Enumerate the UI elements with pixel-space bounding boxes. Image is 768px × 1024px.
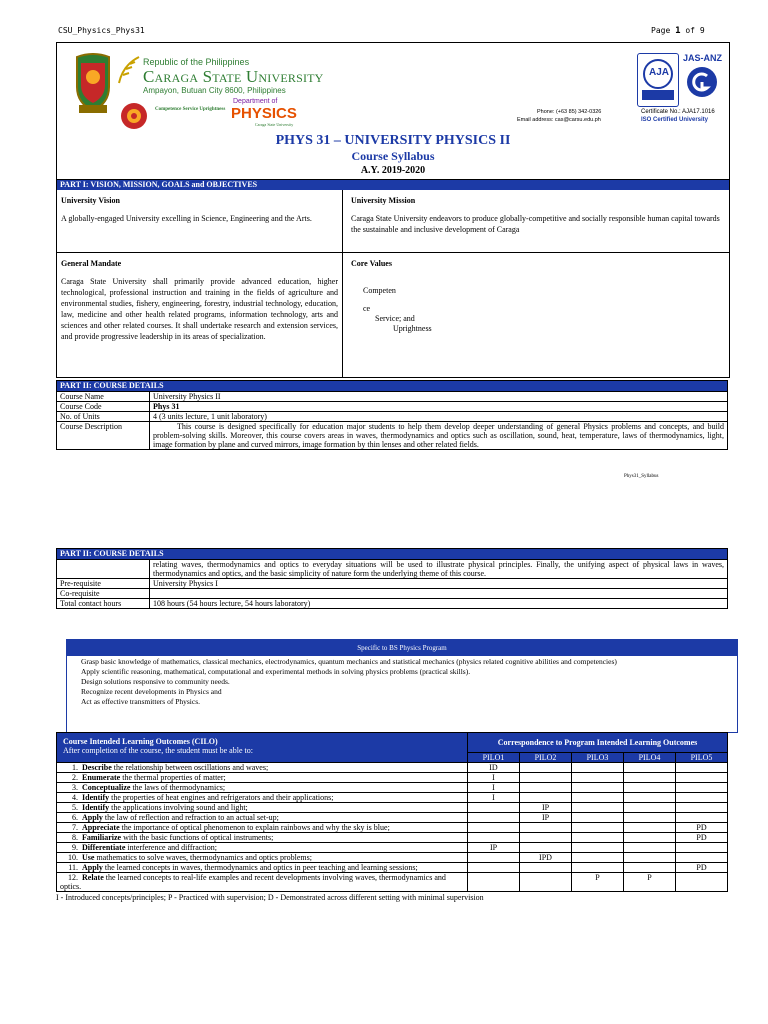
row-label: Course Code [57, 402, 150, 412]
pilo-mark [624, 763, 676, 773]
cilo-number: 12. [68, 873, 78, 882]
pilo-mark [676, 873, 728, 892]
republic-label: Republic of the Philippines [143, 57, 250, 67]
cilo-subtitle: After completion of the course, the student must be able to: [63, 746, 253, 755]
pilo-mark [572, 823, 624, 833]
cilo-verb: Familiarize [82, 833, 122, 842]
aja-cert-badge [637, 53, 679, 107]
row-value: Phys 31 [150, 402, 728, 412]
cilo-verb: Conceptualize [82, 783, 131, 792]
correspondence-heading: Correspondence to Program Intended Learning Outcomes [468, 733, 728, 753]
pilo-mark [624, 833, 676, 843]
cilo-number: 1. [72, 763, 78, 772]
pilo-mark: IP [520, 813, 572, 823]
cilo-number: 10. [68, 853, 78, 862]
cilo-verb: Describe [82, 763, 112, 772]
cilo-verb: Appreciate [82, 823, 120, 832]
table-row [57, 843, 728, 853]
pilo-mark: PD [676, 863, 728, 873]
pilo-item: Recognize recent developments in Physics and [81, 687, 222, 696]
pilo-mark [468, 863, 520, 873]
cilo-number: 2. [72, 773, 78, 782]
cilo-description: the applications involving sound and light; [109, 803, 248, 812]
cilo-text [57, 873, 468, 892]
page-number: Page 1 of 9 [651, 26, 705, 36]
academic-year: A.Y. 2019-2020 [360, 165, 426, 176]
cilo-number: 9. [72, 843, 78, 852]
cilo-header-cell [57, 733, 468, 763]
pilo-mark [520, 783, 572, 793]
row-value: relating waves, thermodynamics and optics to everyday situations will be used to illustrate physical principles. Finally, the unifying aspect of physical laws in waves, thermodynamics and optics, and the basic simplicity of nature form the underlying theme of this course. [150, 560, 728, 579]
cilo-verb: Apply [82, 863, 103, 872]
table-row [57, 560, 728, 579]
cilo-number: 4. [72, 793, 78, 802]
part2-heading: PART II: COURSE DETAILS [56, 380, 728, 391]
row-value: 108 hours (54 hours lecture, 54 hours laboratory) [150, 599, 728, 609]
cilo-text [57, 773, 468, 783]
syllabus-frame [56, 42, 730, 378]
table-row [57, 402, 728, 412]
cilo-description: the laws of thermodynamics; [130, 783, 226, 792]
cilo-text [57, 783, 468, 793]
core-value-1: Competen [363, 286, 396, 295]
legend-text: I - Introduced concepts/principles; P - Practiced with supervision; D - Demonstrated across different setting with minimal supervision [56, 893, 484, 902]
cilo-description: the learned concepts to real-life examples and recent developments involving waves, thermodynamics and optics. [60, 873, 446, 891]
table-row [57, 783, 728, 793]
pilo-mark: PD [676, 833, 728, 843]
pilo-box [66, 639, 738, 733]
cilo-verb: Relate [82, 873, 104, 882]
pilo-mark [676, 843, 728, 853]
table-row [57, 873, 728, 892]
cilo-number: 3. [72, 783, 78, 792]
row-value: 4 (3 units lecture, 1 unit laboratory) [150, 412, 728, 422]
pilo-mark [624, 793, 676, 803]
pilo-mark [572, 803, 624, 813]
cilo-number: 8. [72, 833, 78, 842]
cilo-description: the law of reflection and refraction to an actual set-up; [102, 813, 279, 822]
table-row [57, 823, 728, 833]
cilo-text [57, 793, 468, 803]
table-row [57, 833, 728, 843]
pilo-mark [468, 823, 520, 833]
cilo-description: with the basic functions of optical instruments; [121, 833, 274, 842]
pilo-mark [624, 823, 676, 833]
pilo-header: PILO1 [468, 753, 520, 763]
pilo-item: Apply scientific reasoning, mathematical, computational and experimental methods in solving physics problems (practical skills). [81, 667, 471, 676]
cilo-description: the relationship between oscillations and waves; [111, 763, 269, 772]
pilo-mark [520, 833, 572, 843]
pilo-mark [468, 833, 520, 843]
phone-label: Phone: (+63 85) 342-0326 [537, 109, 602, 115]
cilo-text [57, 853, 468, 863]
vision-title: University Vision [61, 196, 120, 205]
pilo-mark [676, 793, 728, 803]
row-value: This course is designed specifically for education major students to help them develop deeper understanding of general Physics problems and concepts, and build problem-solving skills. Moreover, this course covers areas in waves, thermodynamics and optics such as oscillation, sound, heat, temperature, laws of thermodynamics, light, image formation by plane and curved mirrors, image formation by thin lenses and other related fields. [150, 422, 728, 450]
cilo-text [57, 833, 468, 843]
pilo-mark [676, 783, 728, 793]
red-emblem-icon [119, 101, 149, 131]
pilo-mark [572, 813, 624, 823]
pilo-mark: IP [520, 803, 572, 813]
file-label: CSU_Physics_Phys31 [58, 26, 145, 35]
pilo-header: PILO4 [624, 753, 676, 763]
pilo-mark [624, 803, 676, 813]
pilo-mark [468, 853, 520, 863]
cilo-text [57, 803, 468, 813]
cilo-verb: Use [82, 853, 95, 862]
department-sub: Caraga State University [255, 122, 294, 127]
pilo-mark: ID [468, 763, 520, 773]
pilo-heading: Specific to BS Physics Program [67, 640, 737, 656]
pilo-mark: I [468, 783, 520, 793]
pilo-item: Act as effective transmitters of Physics. [81, 697, 200, 706]
cilo-table [56, 732, 728, 892]
pilo-mark [520, 823, 572, 833]
pilo-item: Grasp basic knowledge of mathematics, classical mechanics, electrodynamics, quantum mechanics and statistical mechanics (physics related cognitive abilities and competencies) [81, 657, 617, 666]
department-logo-text: PHYSICS [231, 105, 297, 122]
cilo-description: the learned concepts in waves, thermodynamics and optics in peer teaching and learning sessions; [102, 863, 418, 872]
cilo-number: 11. [68, 863, 78, 872]
pilo-list [67, 656, 737, 708]
vision-text: A globally-engaged University excelling in Science, Engineering and the Arts. [61, 214, 312, 223]
pilo-mark [520, 873, 572, 892]
syllabus-subtitle: Course Syllabus [351, 149, 435, 163]
university-name: Caraga State University [143, 67, 324, 86]
table-row [57, 422, 728, 450]
pilo-mark [624, 853, 676, 863]
cilo-description: the importance of optical phenomenon to explain rainbows and why the sky is blue; [119, 823, 390, 832]
pilo-header: PILO5 [676, 753, 728, 763]
pilo-mark: P [572, 873, 624, 892]
pilo-mark: I [468, 793, 520, 803]
cilo-number: 7. [72, 823, 78, 832]
row-label: No. of Units [57, 412, 150, 422]
pilo-mark [572, 783, 624, 793]
row-label: Course Name [57, 392, 150, 402]
course-title: PHYS 31 – UNIVERSITY PHYSICS II [275, 133, 511, 148]
table-row [57, 773, 728, 783]
iso-label: ISO Certified University [641, 117, 709, 123]
pilo-mark: P [624, 873, 676, 892]
pilo-mark [468, 813, 520, 823]
table-row [57, 599, 728, 609]
university-seal-icon [71, 53, 115, 111]
pilo-mark [520, 843, 572, 853]
pilo-item: Design solutions responsive to community needs. [81, 677, 230, 686]
course-details-continued [56, 548, 728, 609]
syllabus-header [57, 43, 729, 180]
cilo-text [57, 863, 468, 873]
cilo-text [57, 813, 468, 823]
row-label: Total contact hours [57, 599, 150, 609]
pilo-mark [624, 813, 676, 823]
core-value-2: Service; and [375, 314, 415, 323]
cilo-text [57, 823, 468, 833]
university-address: Ampayon, Butuan City 8600, Philippines [143, 86, 286, 95]
pilo-mark [572, 843, 624, 853]
table-row [57, 803, 728, 813]
row-label: Course Description [57, 422, 150, 450]
table-row [57, 589, 728, 599]
pilo-header: PILO2 [520, 753, 572, 763]
pilo-mark [520, 793, 572, 803]
cilo-description: the thermal properties of matter; [120, 773, 226, 782]
pilo-mark [468, 873, 520, 892]
pilo-mark [520, 763, 572, 773]
pilo-mark [572, 763, 624, 773]
mission-title: University Mission [351, 196, 416, 205]
mandate-title: General Mandate [61, 259, 122, 268]
department-prefix: Department of [233, 98, 278, 105]
table-row [57, 813, 728, 823]
table-row [57, 579, 728, 589]
table-row [57, 863, 728, 873]
course-details-table [56, 391, 728, 450]
pilo-mark: PD [676, 823, 728, 833]
core-value-3: Uprightness [393, 324, 432, 333]
cilo-text [57, 843, 468, 853]
mission-text: Caraga State University endeavors to produce globally-competitive and socially responsible human capital towards the sustainable and inclusive development of Caraga [351, 214, 720, 234]
pilo-mark [572, 833, 624, 843]
row-value: University Physics II [150, 392, 728, 402]
footer-label: Phys31_Syllabus [624, 474, 659, 479]
cilo-verb: Enumerate [82, 773, 121, 782]
pilo-header: PILO3 [572, 753, 624, 763]
cilo-text [57, 763, 468, 773]
pilo-mark [676, 763, 728, 773]
core-values-title: Core Values [351, 259, 392, 268]
cilo-verb: Apply [82, 813, 103, 822]
table-row [57, 793, 728, 803]
vision-mission-row [57, 190, 729, 253]
pilo-mark: IPD [520, 853, 572, 863]
aja-logo-text: AJA [649, 67, 670, 78]
table-row [57, 763, 728, 773]
tagline: Competence Service Uprightness [155, 107, 226, 112]
cilo-section [56, 732, 728, 902]
row-value: University Physics I [150, 579, 728, 589]
cilo-verb: Identify [82, 793, 110, 802]
pilo-mark [468, 803, 520, 813]
row-label: Pre-requisite [57, 579, 150, 589]
pilo-mark [572, 863, 624, 873]
email-label: Email address: cas@carsu.edu.ph [517, 117, 601, 123]
pilo-mark [624, 773, 676, 783]
course-details-table-2 [56, 559, 728, 609]
pilo-mark [520, 863, 572, 873]
part1-heading: PART I: VISION, MISSION, GOALS and OBJECTIVES [57, 180, 729, 190]
legend [56, 893, 728, 902]
cilo-description: the properties of heat engines and refrigerators and their applications; [109, 793, 334, 802]
row-label: Co-requisite [57, 589, 150, 599]
laurel-icon [117, 55, 131, 85]
row-label [57, 560, 150, 579]
course-details-section [56, 380, 728, 450]
cilo-verb: Differentiate [82, 843, 126, 852]
cilo-description: interference and diffraction; [125, 843, 217, 852]
pilo-mark: I [468, 773, 520, 783]
pilo-mark [572, 793, 624, 803]
pilo-mark [624, 843, 676, 853]
table-row [57, 412, 728, 422]
pilo-mark [624, 783, 676, 793]
pilo-mark [676, 813, 728, 823]
pilo-mark: IP [468, 843, 520, 853]
mandate-cell [57, 253, 343, 377]
jas-anz-logo-icon [685, 65, 719, 99]
pilo-mark [572, 773, 624, 783]
pilo-mark [520, 773, 572, 783]
mandate-text: Caraga State University shall primarily provide advanced education, higher technological, professional instruction and training in the fields of agriculture and environmental studies, fishery, engineering, forestry, industrial technology, education, law, medicine and other health related programs, information technology, arts and sciences and other related courses. It shall undertake research and extension services, and provide progressive leadership in its areas of specialization. [61, 277, 338, 341]
pilo-mark [676, 803, 728, 813]
cilo-description: mathematics to solve waves, thermodynamics and optics problems; [94, 853, 312, 862]
table-row [57, 392, 728, 402]
cilo-verb: Identify [82, 803, 110, 812]
cert-number: Certificate No.: AJA17.1016 [641, 109, 715, 115]
pilo-mark [676, 773, 728, 783]
core-values-cell [343, 253, 729, 377]
cilo-title: Course Intended Learning Outcomes (CILO) [63, 737, 218, 746]
vision-cell [57, 190, 343, 252]
core-value-1b: ce [363, 304, 371, 313]
cilo-number: 6. [72, 813, 78, 822]
part2b-heading: PART II: COURSE DETAILS [56, 548, 728, 559]
cilo-number: 5. [72, 803, 78, 812]
table-row [57, 853, 728, 863]
jas-anz-label: JAS-ANZ [683, 53, 723, 63]
row-value [150, 589, 728, 599]
pilo-mark [624, 863, 676, 873]
pilo-mark [676, 853, 728, 863]
mission-cell [343, 190, 729, 252]
pilo-mark [572, 853, 624, 863]
mandate-core-row [57, 253, 729, 377]
